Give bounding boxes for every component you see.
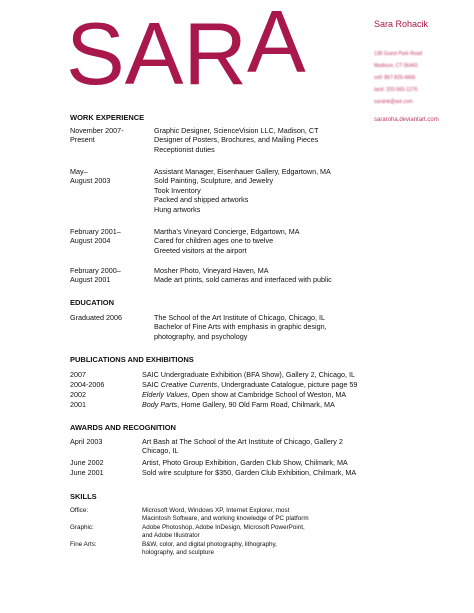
entry-date: 2004-2006: [70, 380, 105, 389]
skill-label: Fine Arts:: [70, 541, 97, 548]
contact-line: 138 Guest Park Road: [374, 51, 423, 57]
entry-date: February 2000– August 2001: [70, 266, 121, 285]
entry-date: 2002: [70, 390, 86, 399]
entry-date: 2001: [70, 400, 86, 409]
entry-description: Art Bash at The School of the Art Institute of Chicago, Gallery 2 Chicago, IL: [142, 437, 343, 456]
entry-description: Mosher Photo, Vineyard Haven, MA Made art prints, sold cameras and interfaced with public: [154, 266, 332, 285]
skill-label: Graphic:: [70, 524, 94, 531]
skill-description: Microsoft Word, Windows XP, Internet Explorer, most Macintosh Software, and working knowledge of PC platform: [142, 507, 309, 522]
contact-line: land: 203-560-1276: [374, 87, 418, 93]
entry-description: Assistant Manager, Eisenhauer Gallery, Edgartown, MA Sold Painting, Sculpture, and Jewelry Took Inventory Packed and shipped artworks Hung artworks: [154, 167, 331, 214]
entry-date: June 2001: [70, 468, 104, 477]
section-heading-education: EDUCATION: [70, 298, 115, 307]
entry-date: November 2007- Present: [70, 126, 124, 145]
entry-date: 2007: [70, 370, 86, 379]
entry-description: Graphic Designer, ScienceVision LLC, Madison, CT Designer of Posters, Brochures, and Mailing Pieces Receptionist duties: [154, 126, 319, 154]
entry-description: SAIC Undergraduate Exhibition (BFA Show), Gallery 2, Chicago, IL: [142, 370, 355, 379]
website-link[interactable]: sararoha.deviantart.com: [374, 117, 439, 123]
entry-date: June 2002: [70, 458, 104, 467]
logo-text: SAR: [66, 4, 247, 103]
entry-date: April 2003: [70, 437, 103, 446]
skill-description: B&W, color, and digital photography, lithography, holography, and sculpture: [142, 541, 277, 556]
entry-date: Graduated 2006: [70, 313, 122, 322]
entry-description: Body Parts, Home Gallery, 90 Old Farm Road, Chilmark, MA: [142, 400, 335, 409]
entry-date: May– August 2003: [70, 167, 111, 186]
contact-line: saraink@aol.com: [374, 99, 413, 105]
entry-description: Artist, Photo Group Exhibition, Garden Club Show, Chilmark, MA: [142, 458, 348, 467]
entry-description: Elderly Values, Open show at Cambridge School of Weston, MA: [142, 390, 347, 399]
contact-block: [374, 19, 474, 123]
contact-line: cell: 867-829-4666: [374, 75, 416, 81]
skill-label: Office:: [70, 507, 89, 514]
contact-line: Madison, CT 06443: [374, 63, 418, 69]
contact-name: Sara Rohacik: [374, 19, 429, 29]
skill-description: Adobe Photoshop, Adobe InDesign, Microsoft PowerPoint, and Adobe Illustrator: [142, 524, 305, 539]
entry-description: Martha’s Vineyard Concierge, Edgartown, MA Cared for children ages one to twelve Greeted visitors at the airport: [154, 227, 300, 255]
entry-description: SAIC Creative Currents, Undergraduate Catalogue, picture page 59: [142, 380, 358, 389]
section-heading-skills: SKILLS: [70, 492, 97, 501]
logo-text-end: A: [246, 0, 306, 91]
section-heading-publications: PUBLICATIONS AND EXHIBITIONS: [70, 355, 194, 364]
entry-description: Sold wire sculpture for $350, Garden Club Exhibition, Chilmark, MA: [142, 468, 357, 477]
entry-date: February 2001– August 2004: [70, 227, 121, 246]
section-heading-work: WORK EXPERIENCE: [70, 113, 145, 122]
section-heading-awards: AWARDS AND RECOGNITION: [70, 423, 176, 432]
entry-description: The School of the Art Institute of Chicago, Chicago, IL Bachelor of Fine Arts with emphasis in graphic design, photography, and psychology: [154, 313, 327, 341]
name-logo: [66, 0, 306, 103]
